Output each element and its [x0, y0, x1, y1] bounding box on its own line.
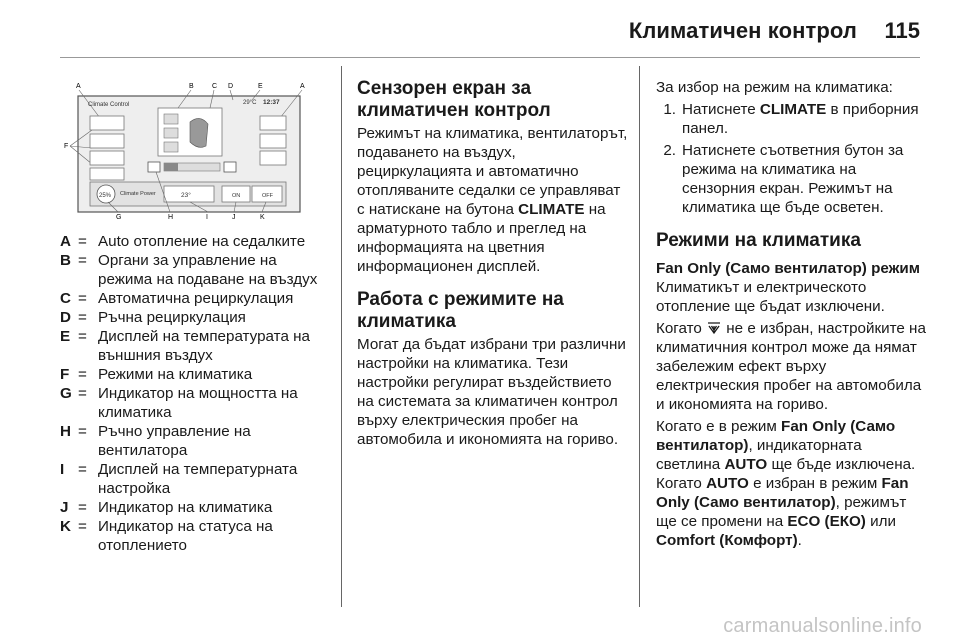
legend-text: Auto отопление на седалките: [98, 233, 306, 250]
step-item: 2. Натиснете съответния бутон за режима на климатика на сензорния екран. Режимът на климатика ще бъде осветен.: [663, 142, 904, 216]
legend-item: [60, 365, 328, 384]
legend-text: Индикатор на мощността на климатика: [98, 385, 298, 421]
screen-title: Climate Control: [88, 102, 130, 108]
section-heading-climate-modes: Режими на климатика: [656, 230, 861, 251]
screen-outside-temp: 29°C: [243, 100, 257, 106]
callout-c: C: [212, 83, 218, 90]
legend-text: Ръчно управление на вентилатора: [98, 423, 251, 459]
legend-eq: =: [78, 518, 87, 535]
legend-item: [60, 289, 328, 308]
column-divider-left: [341, 66, 342, 607]
callout-h: H: [168, 214, 174, 220]
legend-item: [60, 460, 328, 498]
legend-eq: =: [78, 233, 87, 250]
callout-b: B: [189, 83, 194, 90]
screen-recirc-manual-button: [260, 151, 286, 165]
legend-key: D: [60, 309, 71, 326]
climate-button-label: CLIMATE: [518, 201, 585, 218]
page-title: Климатичен контрол: [628, 18, 857, 43]
screen-climate-power: Climate Power: [120, 191, 156, 197]
fan-only-paragraph-2: Когато не е избран, настройките на климатичния контрол може да нямат забележим ефект върху електрическия пробег на автомобила и икономията на гориво.: [656, 320, 926, 413]
legend-item: [60, 308, 328, 327]
legend-text: Органи за управление на режима на подаване на въздух: [98, 252, 318, 288]
legend-key: E: [60, 328, 71, 345]
fan-only-paragraph-1: Климатикът и електрическото отопление ще бъдат изключени.: [656, 279, 885, 315]
legend-eq: =: [78, 461, 87, 478]
callout-e: E: [258, 83, 263, 90]
legend-eq: =: [78, 423, 87, 440]
legend-text: Дисплей на температурата на външния въздух: [98, 328, 310, 364]
callout-k: K: [260, 214, 265, 220]
legend-item: [60, 517, 328, 555]
legend-text: Индикатор на статуса на отоплението: [98, 518, 273, 554]
fan-icon: [706, 321, 722, 335]
legend-text: Ръчна рециркулация: [98, 309, 246, 326]
screen-off-label: OFF: [262, 193, 273, 199]
callout-g: G: [116, 214, 122, 220]
screen-set-temp: 23°: [181, 192, 191, 199]
column-divider-right: [639, 66, 640, 607]
legend-key: K: [60, 518, 71, 535]
page-header: [0, 0, 960, 58]
screen-mode-button-3: [90, 168, 124, 180]
callout-j: J: [232, 214, 236, 220]
touchscreen-paragraph: Режимът на климатика, вентилаторът, подаването на въздух, рециркулацията и автоматично отопляваните седалки се управляват с натискане на бутона CLIMATE на арматурното табло и преглед на информацията на цветния информационен дисплей.: [357, 125, 628, 275]
screen-mode-button-2: [90, 151, 124, 165]
legend-item: [60, 422, 328, 460]
right-column: [656, 78, 926, 550]
diagram-legend: [60, 232, 328, 555]
modes-operation-paragraph: Могат да бъдат избрани три различни настройки на климатика. Тези настройки регулират въздействието на системата за климатичен контрол върху електрическия пробег на автомобила и икономията на гориво.: [357, 336, 626, 448]
mode-select-intro: За избор на режим на климатика:: [656, 79, 893, 96]
step-item: 1. Натиснете CLIMATE в приборния панел.: [663, 101, 919, 137]
callout-i: I: [206, 214, 208, 220]
screen-fan-percent: 25%: [99, 193, 112, 199]
fan-only-paragraph-3: Когато е в режим Fan Only (Само вентилатор), индикаторната светлина AUTO ще бъде изключена. Когато AUTO е избран в режим Fan Only (Само вентилатор), режимът ще се промени на ECO (ЕКО) или Comfort (Комфорт).: [656, 418, 916, 549]
legend-key: C: [60, 290, 71, 307]
climate-screen-illustration: [60, 78, 325, 220]
screen-fan-up: [224, 162, 236, 172]
legend-item: [60, 498, 328, 517]
legend-text: Автоматична рециркулация: [98, 290, 294, 307]
legend-key: B: [60, 252, 71, 269]
legend-eq: =: [78, 385, 87, 402]
callout-a-right: A: [300, 83, 305, 90]
callout-d: D: [228, 83, 234, 90]
legend-item: [60, 327, 328, 365]
fan-only-subheading: Fan Only (Само вентилатор) режим: [656, 260, 920, 277]
legend-text: Режими на климатика: [98, 366, 253, 383]
legend-text: Дисплей на температурната настройка: [98, 461, 298, 497]
screen-seat-heat-button: [90, 116, 124, 130]
legend-key: A: [60, 233, 71, 250]
callout-f: F: [64, 143, 69, 150]
legend-eq: =: [78, 366, 87, 383]
watermark: carmanualsonline.info: [723, 615, 922, 637]
screen-clock: 12:37: [263, 99, 280, 106]
legend-key: G: [60, 385, 72, 402]
legend-item: [60, 251, 328, 289]
screen-recirc-button: [260, 134, 286, 148]
legend-text: Индикатор на климатика: [98, 499, 273, 516]
legend-item: [60, 232, 328, 251]
header-rule: [60, 57, 920, 58]
section-heading-modes-operation: Работа с режимите на климатика: [357, 289, 564, 332]
callout-a-left: A: [76, 83, 81, 90]
legend-eq: =: [78, 252, 87, 269]
legend-key: I: [60, 461, 65, 478]
legend-eq: =: [78, 290, 87, 307]
seat-occupant-icon: [190, 118, 208, 147]
screen-fan-down: [148, 162, 160, 172]
screen-seat-heat-right-button: [260, 116, 286, 130]
screen-mode-button-1: [90, 134, 124, 148]
legend-key: F: [60, 366, 70, 383]
legend-key: H: [60, 423, 71, 440]
legend-eq: =: [78, 328, 87, 345]
legend-item: [60, 384, 328, 422]
screen-on-label: ON: [232, 193, 241, 199]
legend-eq: =: [78, 499, 87, 516]
legend-eq: =: [78, 309, 87, 326]
legend-key: J: [60, 499, 69, 516]
section-heading-touchscreen: Сензорен екран за климатичен контрол: [357, 78, 551, 121]
middle-column: [357, 78, 629, 449]
page-number: 115: [884, 18, 920, 43]
climate-control-diagram: [60, 78, 325, 220]
